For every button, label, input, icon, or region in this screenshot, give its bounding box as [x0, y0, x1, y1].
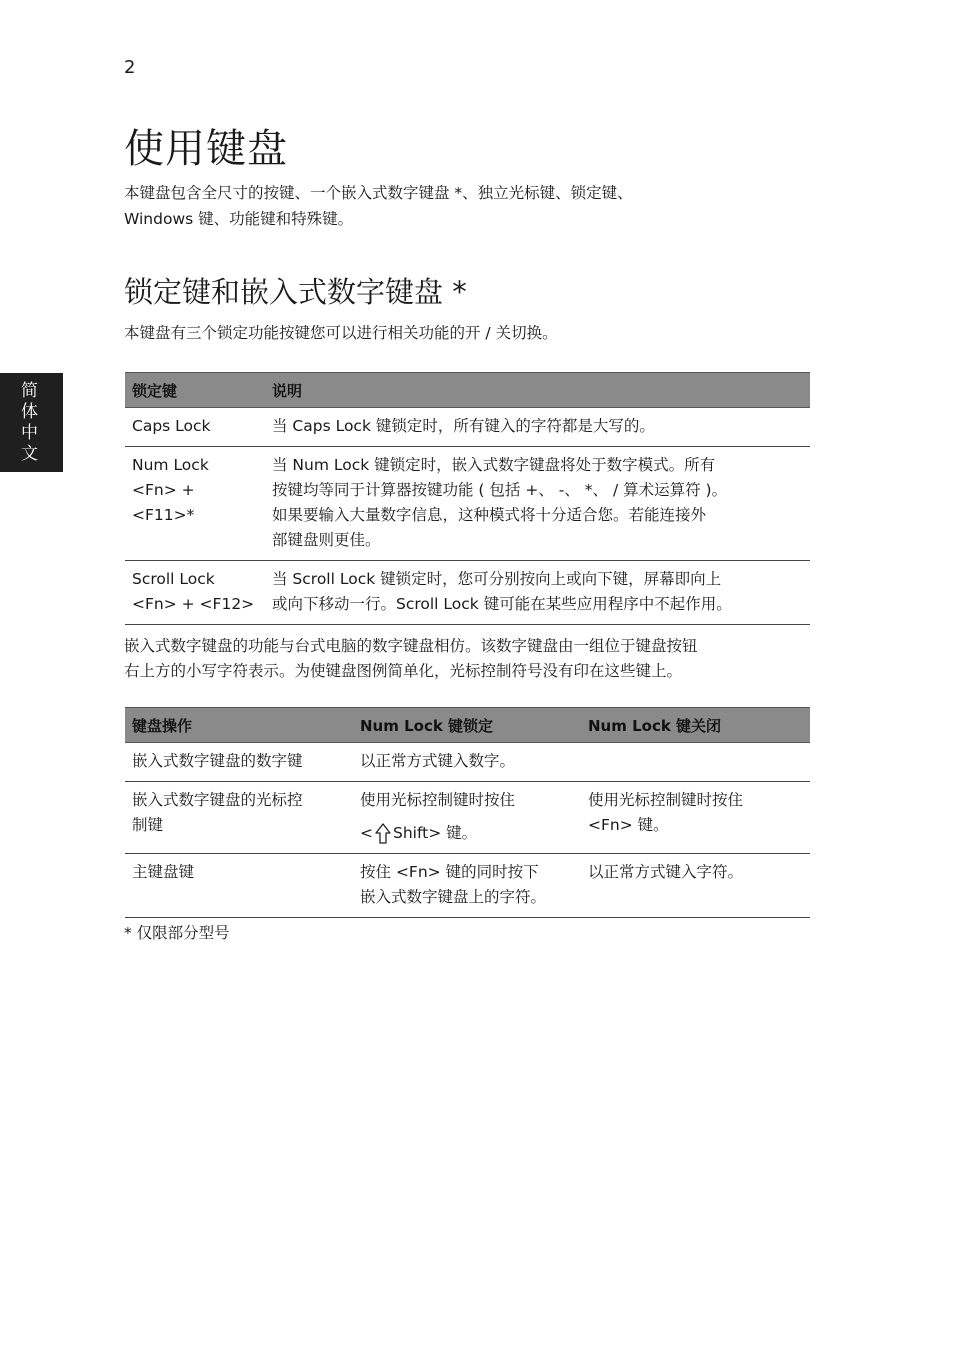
- operation-cell: [125, 782, 353, 854]
- lock-key-name: Caps Lock: [132, 417, 211, 435]
- lock-desc-line: 如果要输入大量数字信息，这种模式将十分适合您。若能连接外: [272, 506, 707, 524]
- lock-key-name: Scroll Lock: [132, 570, 215, 588]
- numlock-off-text: 以正常方式键入字符。: [588, 863, 744, 881]
- keypad-paragraph-line: 右上方的小写字符表示。为使键盘图例简单化，光标控制符号没有印在这些键上。: [124, 662, 683, 680]
- numlock-off-cell: [581, 743, 810, 782]
- operation-cell: [125, 854, 353, 918]
- fn-key-label: <Fn>: [588, 816, 633, 834]
- shift-arrow-icon: [374, 822, 392, 846]
- operation-cell: [125, 743, 353, 782]
- column-header-description: 说明: [265, 373, 810, 408]
- shift-key-label: Shift>: [393, 824, 442, 842]
- table-row: [125, 408, 810, 447]
- side-tab-char: 中: [21, 422, 38, 443]
- lock-desc-cell: [265, 447, 810, 561]
- lock-desc-cell: [265, 408, 810, 447]
- column-header-numlock-on: Num Lock 键锁定: [353, 708, 581, 743]
- side-tab-char: 文: [21, 443, 38, 464]
- lock-key-combo: <Fn> + <F11>*: [132, 481, 195, 524]
- numlock-off-text: 使用光标控制键时按住: [588, 791, 744, 809]
- column-header-numlock-off: Num Lock 键关闭: [581, 708, 810, 743]
- lock-key-cell: [125, 408, 265, 447]
- keypad-paragraph: [124, 634, 814, 684]
- side-tab-char: 体: [21, 401, 38, 422]
- table-row: [125, 561, 810, 625]
- lock-key-combo: <Fn> + <F12>: [132, 595, 255, 613]
- lock-desc-line: 按键均等同于计算器按键功能 ( 包括 +、 -、 *、 / 算术运算符 )。: [272, 481, 728, 499]
- numlock-on-text: 以正常方式键入数字。: [360, 752, 516, 770]
- lock-desc-cell: [265, 561, 810, 625]
- table-row: [125, 854, 810, 918]
- operation-text: 嵌入式数字键盘的数字键: [132, 752, 303, 770]
- numlock-off-cell: [581, 854, 810, 918]
- section-title: 锁定键和嵌入式数字键盘 *: [124, 275, 467, 309]
- numlock-on-cell: [353, 854, 581, 918]
- language-side-tab: [0, 373, 63, 472]
- operation-text-line: 嵌入式数字键盘的光标控: [132, 791, 303, 809]
- numlock-on-text: 嵌入式数字键盘上的字符。: [360, 888, 547, 906]
- numlock-on-text: 键的同时按下: [440, 863, 539, 881]
- keypad-table: [125, 707, 810, 918]
- lock-desc-line: 当 Scroll Lock 键锁定时，您可分别按向上或向下键，屏幕即向上: [272, 570, 722, 588]
- intro-paragraph: [124, 180, 764, 232]
- numlock-off-cell: [581, 782, 810, 854]
- table-row: [125, 447, 810, 561]
- section-description: 本键盘有三个锁定功能按键您可以进行相关功能的开 / 关切换。: [124, 324, 558, 342]
- table-header-row: [125, 708, 810, 743]
- fn-key-label: <Fn>: [395, 863, 441, 881]
- operation-text-line: 制键: [132, 816, 164, 834]
- footnote: * 仅限部分型号: [124, 924, 230, 942]
- page-title: 使用键盘: [124, 126, 288, 172]
- column-header-operation: 键盘操作: [125, 708, 353, 743]
- column-header-lock-key: 锁定键: [125, 373, 265, 408]
- lock-desc-text: 当 Caps Lock 键锁定时，所有键入的字符都是大写的。: [272, 417, 655, 435]
- table-row: [125, 782, 810, 854]
- numlock-on-text: 使用光标控制键时按住: [360, 791, 516, 809]
- keypad-paragraph-line: 嵌入式数字键盘的功能与台式电脑的数字键盘相仿。该数字键盘由一组位于键盘按钮: [124, 637, 698, 655]
- table-header-row: [125, 373, 810, 408]
- lock-key-cell: [125, 447, 265, 561]
- page-number: 2: [124, 57, 136, 78]
- key-suffix: 键。: [632, 816, 669, 834]
- lock-key-name: Num Lock: [132, 456, 209, 474]
- numlock-on-cell: [353, 782, 581, 854]
- operation-text: 主键盘键: [132, 863, 195, 881]
- key-suffix: 键。: [441, 824, 478, 842]
- table-row: [125, 743, 810, 782]
- lock-keys-table: [125, 372, 810, 625]
- numlock-on-cell: [353, 743, 581, 782]
- lock-key-cell: [125, 561, 265, 625]
- lock-desc-line: 当 Num Lock 键锁定时，嵌入式数字键盘将处于数字模式。所有: [272, 456, 716, 474]
- shift-key-open-bracket: <: [360, 824, 373, 842]
- numlock-on-text: 按住: [360, 863, 396, 881]
- intro-line: Windows 键、功能键和特殊键。: [124, 210, 354, 228]
- lock-desc-line: 或向下移动一行。Scroll Lock 键可能在某些应用程序中不起作用。: [272, 595, 732, 613]
- lock-desc-line: 部键盘则更佳。: [272, 531, 381, 549]
- side-tab-char: 简: [21, 380, 38, 401]
- intro-line: 本键盘包含全尺寸的按键、一个嵌入式数字键盘 *、独立光标键、锁定键、: [124, 184, 633, 202]
